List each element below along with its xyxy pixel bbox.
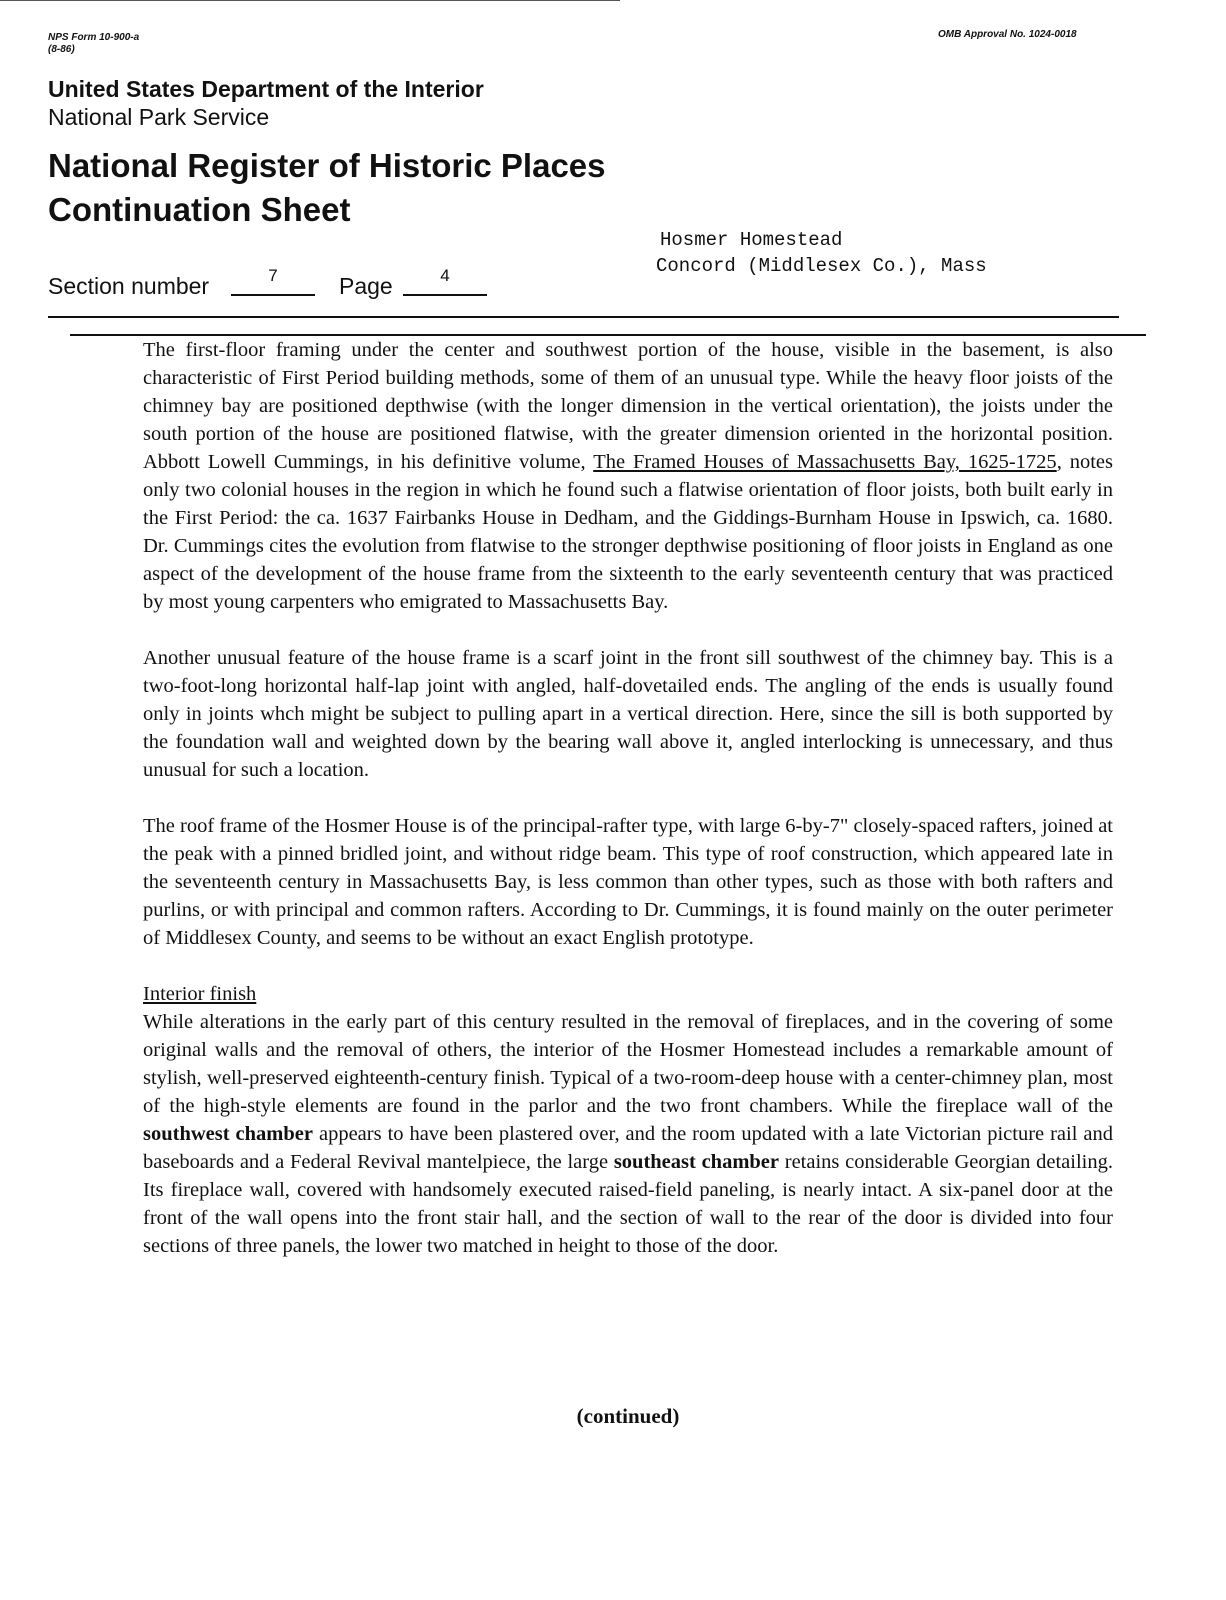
page-label: Page — [339, 273, 393, 299]
heading-text: Interior finish — [143, 983, 257, 1005]
header-rule-upper — [48, 316, 1119, 318]
paragraph-text: , notes only two colonial houses in the region in which he found such a flatwise orientation of floor joists, both built early in the First Period: the ca. 1637 Fairbanks House in Dedham, and the Giddings-Burnham House in Ipswich, ca. 1680. Dr. Cummings cites the evolution from flatwise to the stronger depthwise positioning of floor joists in England as one aspect of the development of the house frame from the sixteenth to the early seventeenth century that was practiced by most young carpenters who emigrated to Massachusetts Bay. — [143, 451, 1113, 613]
heading-interior-finish — [143, 980, 1113, 1008]
scan-edge-line — [0, 0, 620, 1]
continued-note: (continued) — [576, 1404, 680, 1428]
paragraph-scarf-joint: Another unusual feature of the house frame is a scarf joint in the front sill southwest of the chimney bay. This is a two-foot-long horizontal half-lap joint with angled, half-dovetailed ends. The angling of the ends is usually found only in joints whch might be subject to pulling apart in a vertical direction. Here, since the sill is both supported by the foundation wall and weighted down by the bearing wall above it, angled interlocking is unnecessary, and thus unusual for such a location. — [143, 647, 1113, 781]
department-name: United States Department of the Interior — [48, 76, 484, 102]
paragraph-roof-frame: The roof frame of the Hosmer House is of the principal-rafter type, with large 6-by-7" closely-spaced rafters, joined at the peak with a pinned bridled joint, and without ridge beam. This type of roof construction, which appeared late in the seventeenth century in Massachusetts Bay, is less common than other types, such as those with both rafters and purlins, or with principal and common rafters. According to Dr. Cummings, it is found mainly on the outer perimeter of Middlesex County, and seems to be without an exact English prototype. — [143, 815, 1113, 949]
paragraph-text: The first-floor framing under the center and southwest portion of the house, visible in the basement, is also characteristic of First Period building methods, some of them of an unusual type. While the heavy floor joists of the chimney bay are positioned depthwise (with the longer dimension in the vertical orientation), the joists under the south portion of the house are positioned flatwise, with the greater dimension oriented in the horizontal position. Abbott Lowell Cummings, in his definitive volume, — [143, 339, 1113, 473]
section-number-label: Section number — [48, 273, 210, 299]
room-southwest-chamber: southwest chamber — [143, 1123, 313, 1145]
book-title: The Framed Houses of Massachusetts Bay, 1625-1725 — [593, 451, 1057, 473]
sheet-title: Continuation Sheet — [48, 191, 351, 228]
room-southeast-chamber: southeast chamber — [613, 1151, 779, 1173]
agency-name: National Park Service — [48, 104, 270, 130]
page-number-value: 4 — [403, 258, 487, 296]
property-location: Concord (Middlesex Co.), Mass — [656, 255, 987, 277]
form-number: NPS Form 10-900-a — [48, 32, 140, 43]
paragraph-text: retains considerable Georgian detailing. Its fireplace wall, covered with handsomely executed raised-field paneling, is nearly intact. A six-panel door at the front of the wall opens into the front stair hall, and the section of wall to the rear of the door is divided into four sections of three panels, the lower two matched in height to those of the door. — [143, 1151, 1113, 1257]
paragraph-text: appears to have been plastered over, and the room updated with a late Victorian picture rail and baseboards and a Federal Revival mantelpiece, the large — [143, 1123, 1113, 1173]
property-name: Hosmer Homestead — [660, 229, 843, 251]
body-text — [143, 336, 1113, 1260]
paragraph-floor-framing — [143, 336, 1113, 616]
form-revision: (8-86) — [48, 44, 75, 55]
section-number-value: 7 — [231, 258, 315, 296]
form-number-block — [48, 32, 139, 56]
paragraph-interior-finish — [143, 1008, 1113, 1260]
register-title: National Register of Historic Places — [48, 147, 606, 184]
paragraph-text: While alterations in the early part of this century resulted in the removal of fireplaces, and in the covering of some original walls and the removal of others, the interior of the Hosmer Homestead includes a remarkable amount of stylish, well-preserved eighteenth-century finish. Typical of a two-room-deep house with a center-chimney plan, most of the high-style elements are found in the parlor and the two front chambers. While the fireplace wall of the — [143, 1011, 1113, 1117]
omb-approval-number: OMB Approval No. 1024-0018 — [938, 29, 1077, 40]
